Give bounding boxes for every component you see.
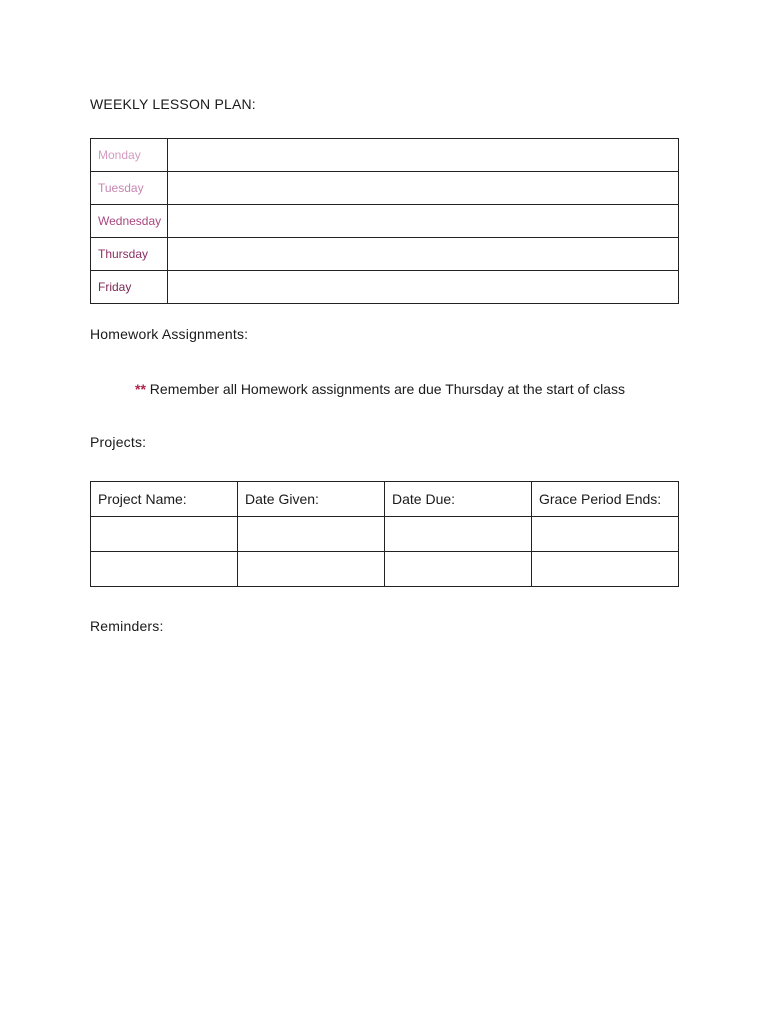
table-header-row (91, 482, 679, 517)
reminders-title: Reminders: (90, 618, 164, 634)
homework-title: Homework Assignments: (90, 326, 249, 342)
table-row (91, 552, 679, 587)
day-content-thursday[interactable] (168, 238, 679, 271)
homework-due-note (135, 381, 625, 397)
project-cell[interactable] (532, 517, 679, 552)
project-cell[interactable] (238, 552, 385, 587)
project-cell[interactable] (238, 517, 385, 552)
lesson-plan-table (90, 138, 679, 304)
table-row (91, 172, 679, 205)
project-cell[interactable] (91, 552, 238, 587)
day-label-wednesday: Wednesday (91, 205, 168, 238)
table-row (91, 205, 679, 238)
day-content-wednesday[interactable] (168, 205, 679, 238)
lesson-plan-title: WEEKLY LESSON PLAN: (90, 96, 256, 112)
note-asterisks: ** (135, 381, 146, 397)
table-row (91, 238, 679, 271)
project-cell[interactable] (385, 517, 532, 552)
header-grace-period-ends: Grace Period Ends: (532, 482, 679, 517)
header-date-given: Date Given: (238, 482, 385, 517)
projects-table (90, 481, 679, 587)
day-content-tuesday[interactable] (168, 172, 679, 205)
day-label-tuesday: Tuesday (91, 172, 168, 205)
note-text: Remember all Homework assignments are due Thursday at the start of class (145, 381, 625, 397)
table-row (91, 517, 679, 552)
header-project-name: Project Name: (91, 482, 238, 517)
project-cell[interactable] (532, 552, 679, 587)
day-content-friday[interactable] (168, 271, 679, 304)
day-label-thursday: Thursday (91, 238, 168, 271)
projects-title: Projects: (90, 434, 147, 450)
day-label-friday: Friday (91, 271, 168, 304)
day-label-monday: Monday (91, 139, 168, 172)
header-date-due: Date Due: (385, 482, 532, 517)
table-row (91, 271, 679, 304)
day-content-monday[interactable] (168, 139, 679, 172)
project-cell[interactable] (91, 517, 238, 552)
project-cell[interactable] (385, 552, 532, 587)
table-row (91, 139, 679, 172)
